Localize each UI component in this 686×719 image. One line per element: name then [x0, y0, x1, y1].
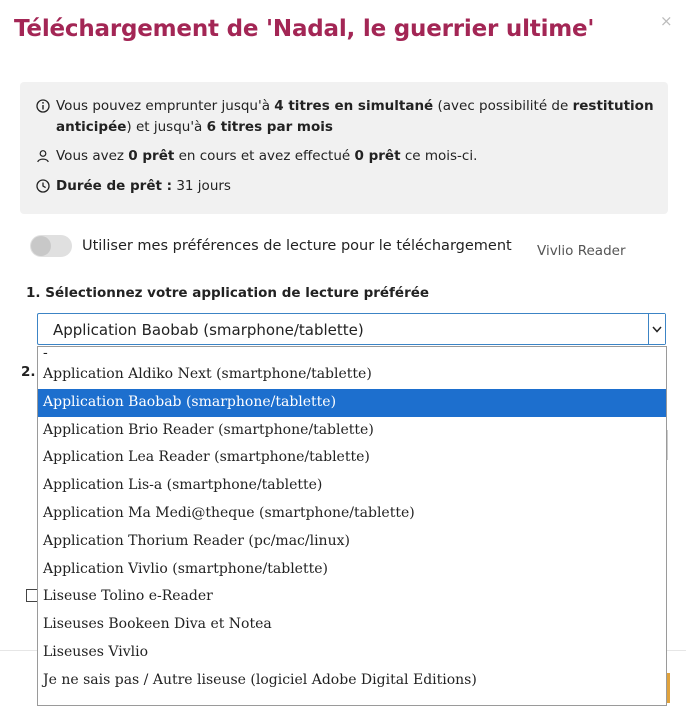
option-tolino-ereader[interactable]: Liseuse Tolino e-Reader — [43, 588, 213, 605]
reading-preferences-label: Utiliser mes préférences de lecture pour le téléchargement — [82, 238, 512, 254]
option-brio-reader[interactable]: Application Brio Reader (smartphone/tablette) — [43, 421, 374, 438]
reading-preferences-toggle[interactable] — [30, 235, 72, 257]
loan-duration-line — [36, 176, 231, 197]
option-ma-meditheque[interactable]: Application Ma Medi@theque (smartphone/tablette) — [43, 504, 415, 521]
step2-label: 2. — [21, 364, 36, 380]
option-vivlio-app[interactable]: Application Vivlio (smartphone/tablette) — [43, 560, 328, 577]
option-vivlio-readers[interactable]: Liseuses Vivlio — [43, 643, 148, 660]
reading-app-options-list — [37, 346, 667, 706]
hidden-button-edge[interactable] — [667, 673, 670, 703]
option-baobab[interactable]: Application Baobab (smarphone/tablette) — [38, 389, 666, 417]
reading-app-select[interactable] — [37, 313, 666, 345]
option-lea-reader[interactable]: Application Lea Reader (smartphone/tablette) — [43, 449, 370, 466]
step1-label: 1. Sélectionnez votre application de lecture préférée — [26, 285, 430, 301]
option-other-adobe[interactable]: Je ne sais pas / Autre liseuse (logiciel Adobe Digital Editions) — [43, 671, 477, 688]
reading-app-selected-value: Application Baobab (smarphone/tablette) — [53, 321, 364, 339]
option-lis-a[interactable]: Application Lis-a (smartphone/tablette) — [43, 477, 323, 494]
reading-preferences-row — [30, 235, 512, 257]
current-loans-line — [36, 146, 477, 167]
chevron-down-icon[interactable] — [648, 314, 665, 344]
clock-icon — [36, 179, 50, 193]
loan-duration-text: Durée de prêt : 31 jours — [56, 178, 231, 194]
option-bookeen-diva-notea[interactable]: Liseuses Bookeen Diva et Notea — [43, 616, 272, 633]
option-thorium-reader[interactable]: Application Thorium Reader (pc/mac/linux) — [43, 532, 350, 549]
option-none[interactable]: - — [43, 346, 48, 361]
loan-info-box — [20, 82, 668, 214]
modal-title: Téléchargement de 'Nadal, le guerrier ultime' — [14, 16, 595, 42]
info-icon — [36, 99, 50, 113]
loan-limits-line — [36, 96, 656, 138]
current-loans-text: Vous avez 0 prêt en cours et avez effectué 0 prêt ce mois-ci. — [56, 148, 478, 164]
user-icon — [36, 149, 50, 163]
loan-limits-text: Vous pouvez emprunter jusqu'à 4 titres en simultané (avec possibilité de restitution anticipée) et jusqu'à 6 titres par mois — [56, 98, 654, 135]
option-aldiko-next[interactable]: Application Aldiko Next (smartphone/tablette) — [43, 366, 372, 382]
hidden-field-edge — [667, 430, 668, 460]
close-icon[interactable]: × — [660, 12, 673, 30]
preferred-reader-name: Vivlio Reader — [537, 243, 626, 259]
toggle-knob — [31, 236, 51, 256]
